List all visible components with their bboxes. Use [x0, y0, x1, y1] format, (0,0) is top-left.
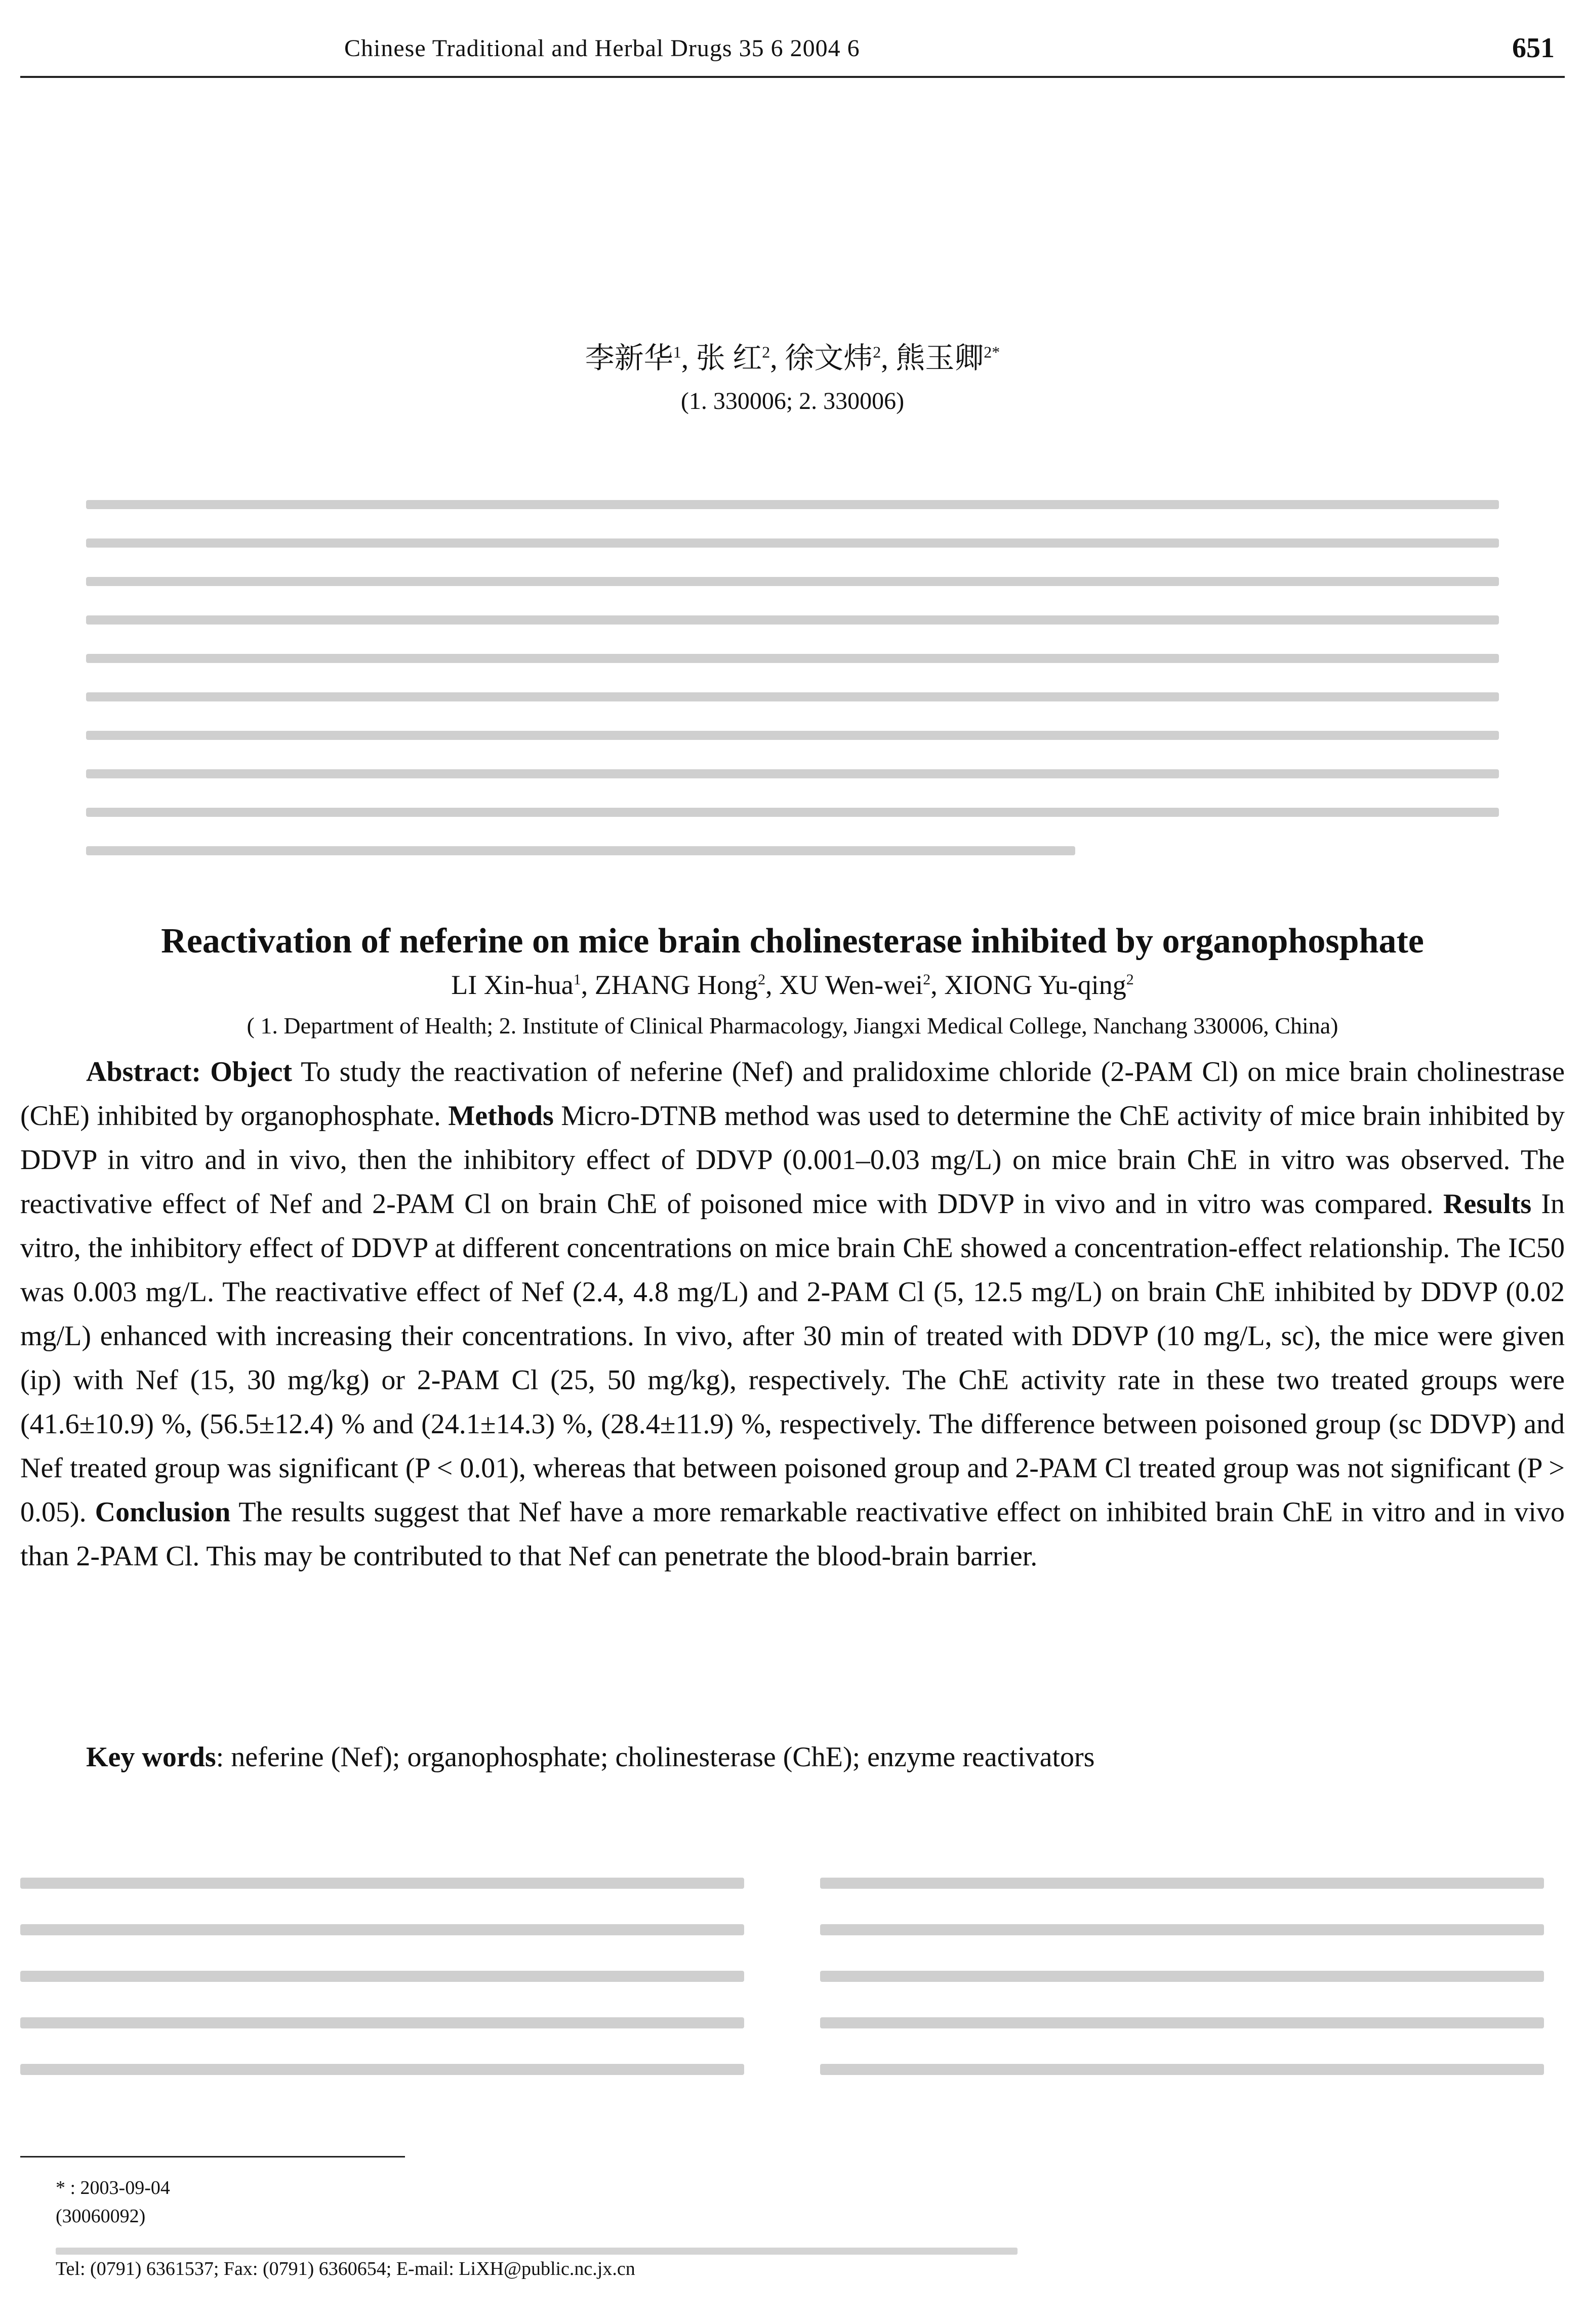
text-line [86, 654, 1499, 663]
abstract-label: Abstract: [86, 1056, 201, 1088]
text-line [86, 808, 1499, 817]
en-author-4: XIONG Yu-qing [944, 970, 1126, 1000]
body-column-right [820, 1842, 1544, 2126]
text-line [820, 2017, 1544, 2028]
en-author-3: XU Wen-wei [779, 970, 923, 1000]
footnotes [56, 2174, 1018, 2283]
text-line [86, 615, 1499, 625]
cn-author-3: 徐文炜 [785, 342, 873, 375]
text-line [86, 577, 1499, 586]
text-line [820, 1878, 1544, 1889]
cn-author-4: 熊玉卿 [896, 342, 984, 375]
journal-name: Chinese Traditional and Herbal Drugs [344, 34, 733, 62]
text-line [86, 692, 1499, 701]
methods-label: Methods [448, 1100, 554, 1132]
text-line [20, 2017, 744, 2028]
methods-text: Micro-DTNB method was used to determine the ChE activity of mice brain inhibited by DDVP in vitro and in vivo, then the inhibitory effect of DDVP (0.001–0.03 mg/L) on mice brain ChE in vitro was observed. The reactivative effect of Nef and 2-PAM Cl on brain ChE of poisoned mice with DDVP in vivo and in vitro was compared. [20, 1100, 1565, 1220]
object-label: Object [210, 1056, 292, 1088]
text-line [20, 1971, 744, 1982]
text-line [820, 2064, 1544, 2075]
en-author-3-sup: 2 [923, 971, 931, 988]
text-line [86, 769, 1499, 778]
text-line [20, 1878, 744, 1889]
text-line [86, 500, 1499, 509]
body-column-left [20, 1842, 744, 2126]
conclusion-text: The results suggest that Nef have a more remarkable reactivative effect on inhibited brain ChE in vitro and in vivo than 2-PAM Cl. This may be contributed to that Nef can penetrate the blood-brain barrier. [20, 1497, 1565, 1572]
text-line [86, 846, 1075, 855]
english-abstract [20, 1050, 1565, 1579]
fund-info: (30060092) [56, 2206, 146, 2227]
text-line [86, 538, 1499, 548]
journal-title [344, 34, 860, 62]
english-affiliation: ( 1. Department of Health; 2. Institute of Clinical Pharmacology, Jiangxi Medical College, Nanchang 330006, China) [247, 1013, 1338, 1039]
results-text: In vitro, the inhibitory effect of DDVP at different concentrations on mice brain ChE showed a concentration-effect relationship. The IC50 was 0.003 mg/L. The reactivative effect of Nef (2.4, 4.8 mg/L) and 2-PAM Cl (5, 12.5 mg/L) on brain ChE inhibited by DDVP (0.02 mg/L) enhanced with increasing their concentrations. In vivo, after 30 min of treated with DDVP (10 mg/L, sc), the mice were given (ip) with Nef (15, 30 mg/kg) or 2-PAM Cl (25, 50 mg/kg), respectively. The ChE activity rate in these two treated groups were (41.6±10.9) %, (56.5±12.4) % and (24.1±14.3) %, (28.4±11.9) %, respectively. The difference between poisoned group (sc DDVP) and Nef treated group was significant (P < 0.01), whereas that between poisoned group and 2-PAM Cl treated group was not significant (P > 0.05). [20, 1188, 1565, 1528]
chinese-affiliation: (1. 330006; 2. 330006) [680, 388, 905, 414]
cn-author-2: 张 红 [696, 342, 762, 375]
chinese-authors: 李新华$^1$, 张 红$^2$, 徐文炜$^2$, 熊玉卿$^{2*}$ [585, 342, 1000, 375]
received-date: * : 2003-09-04 [56, 2177, 170, 2198]
journal-volume: 35 6 2004 6 [739, 34, 860, 62]
keywords [20, 1741, 1565, 1773]
text-line [820, 1971, 1544, 1982]
page-number: 651 [1512, 32, 1555, 64]
en-author-2-sup: 2 [758, 971, 766, 988]
object-text: To study the reactivation of neferine (Nef) and pralidoxime chloride (2-PAM Cl) on mice brain cholinestrase (ChE) inhibited by organophosphate. [20, 1056, 1565, 1132]
en-author-1-sup: 1 [573, 971, 581, 988]
en-author-2: ZHANG Hong [594, 970, 758, 1000]
text-line [56, 2248, 1018, 2255]
chinese-abstract [86, 471, 1499, 896]
en-author-4-sup: 2 [1126, 971, 1134, 988]
keywords-text: : neferine (Nef); organophosphate; cholinesterase (ChE); enzyme reactivators [216, 1741, 1095, 1773]
cn-author-1: 李新华 [585, 342, 673, 375]
keywords-label: Key words [86, 1741, 216, 1773]
conclusion-label: Conclusion [95, 1497, 231, 1528]
text-line [20, 2064, 744, 2075]
text-line [820, 1924, 1544, 1935]
results-label: Results [1443, 1188, 1532, 1220]
text-line [86, 731, 1499, 740]
english-title: Reactivation of neferine on mice brain cholinesterase inhibited by organophosphate [161, 922, 1424, 961]
page-header [20, 20, 1565, 78]
cn-author-1-sup: 1 [673, 343, 681, 361]
cn-author-2-sup: 2 [762, 343, 770, 361]
footnote-rule [20, 2156, 405, 2157]
cn-author-3-sup: 2 [873, 343, 881, 361]
cn-author-4-sup: 2* [984, 343, 1000, 361]
text-line [20, 1924, 744, 1935]
english-authors: LI Xin-hua$^1$, ZHANG Hong$^2$, XU Wen-wei$^2$, XIONG Yu-qing$^2$ [451, 970, 1134, 1000]
author-contact: Tel: (0791) 6361537; Fax: (0791) 6360654; E-mail: LiXH@public.nc.jx.cn [56, 2258, 635, 2279]
en-author-1: LI Xin-hua [451, 970, 574, 1000]
